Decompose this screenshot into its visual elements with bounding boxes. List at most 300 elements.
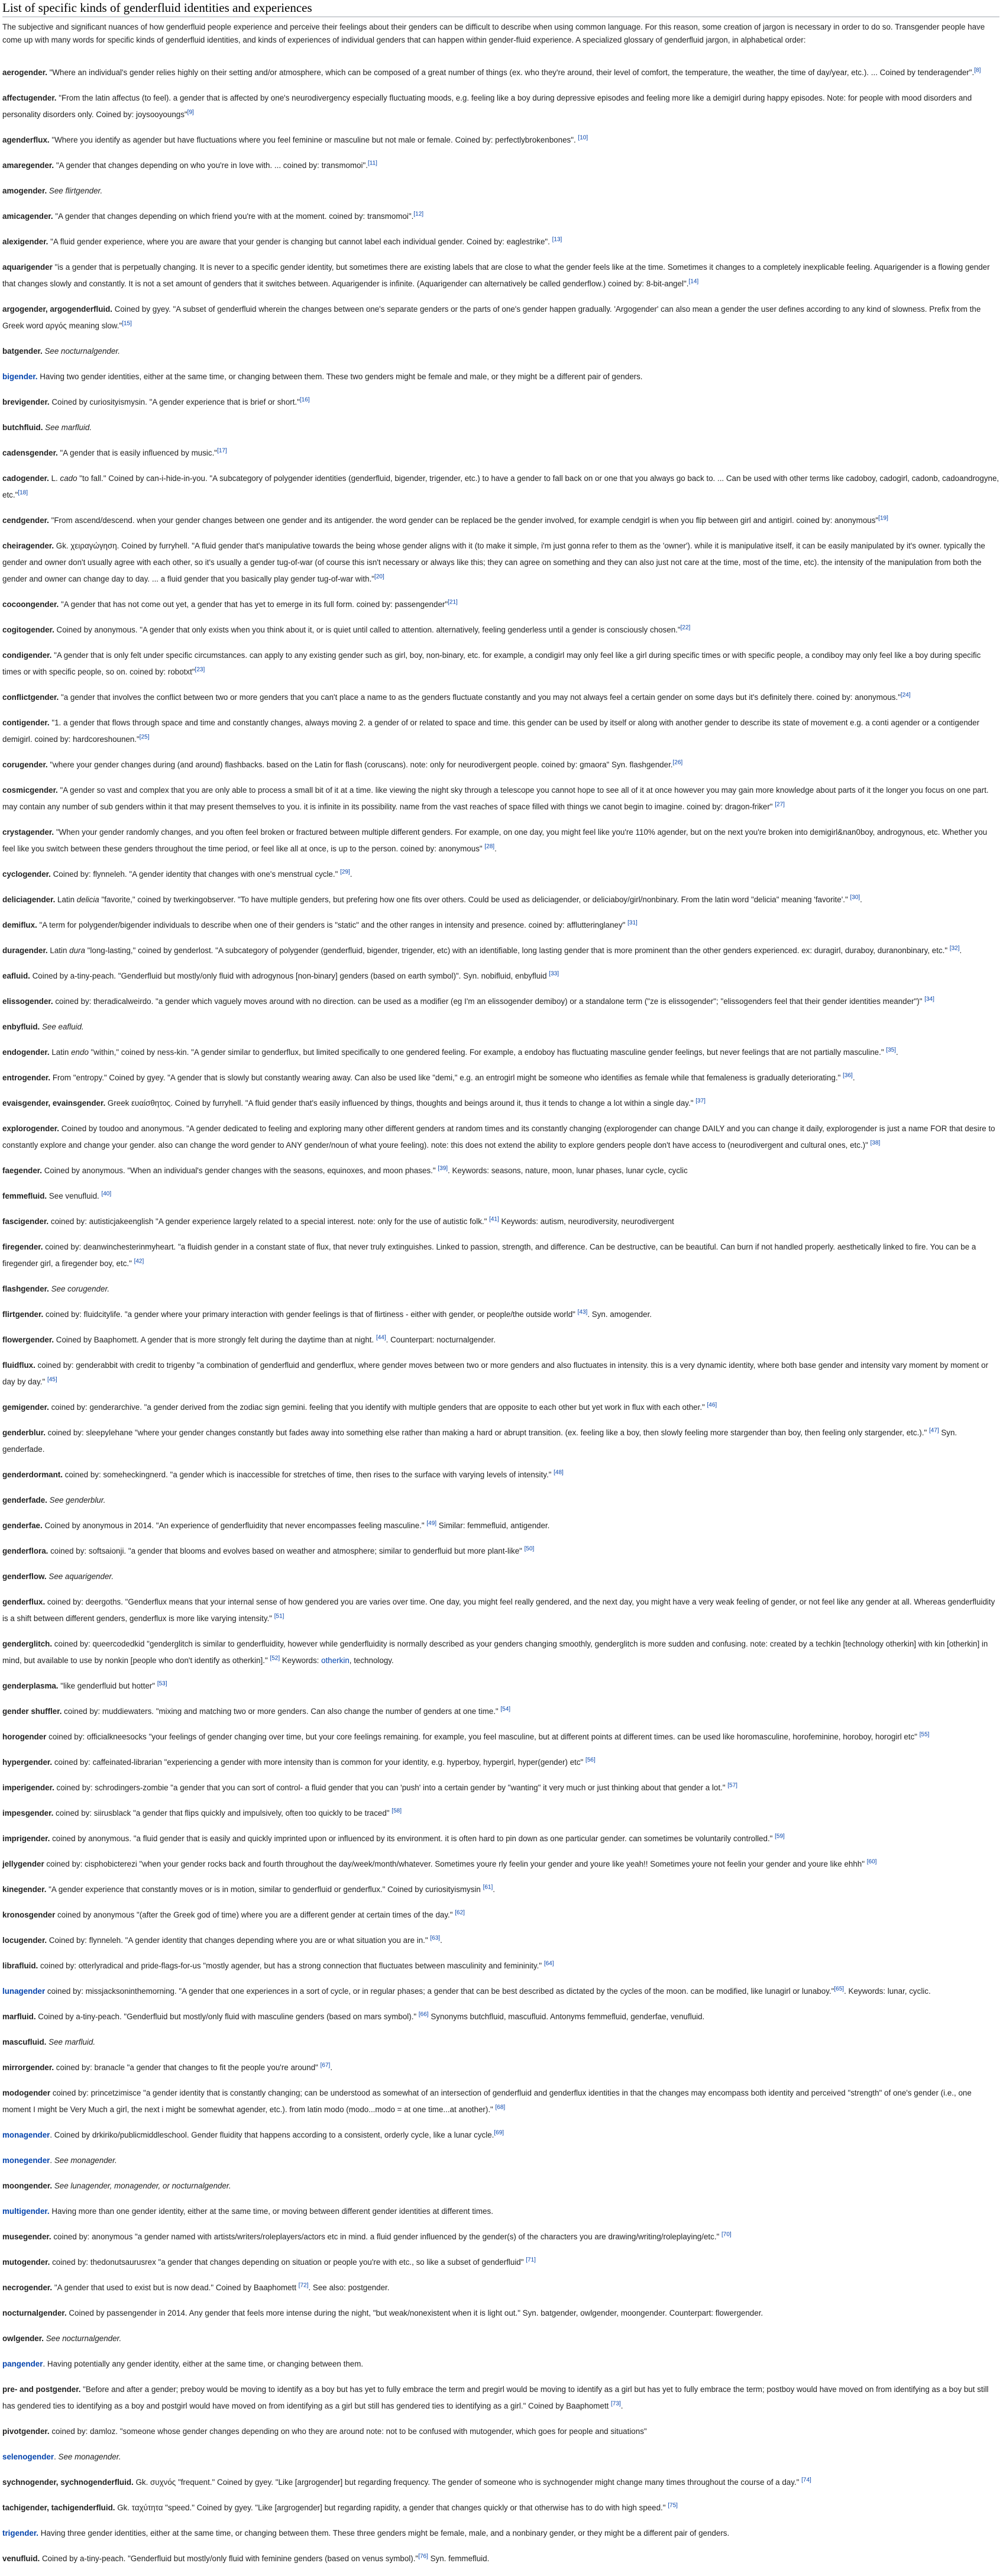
definition-text: , technology. [349, 1656, 394, 1665]
definition-text: coined by: otterlyradical and pride-flags-for-us "mostly agender, but has a strong connection that fluctuates between masculinity and femininity." [38, 1961, 544, 1970]
glossary-term: butchfluid. [2, 423, 43, 432]
glossary-entry [2, 64, 999, 81]
glossary-entry [2, 1399, 999, 1416]
definition-text: "A gender that changes depending on who you're in love with. ... coined by: transmomoi". [54, 161, 368, 170]
glossary-entry [2, 208, 999, 225]
citation-link[interactable]: [51] [274, 1613, 284, 1620]
glossary-entry [2, 445, 999, 461]
definition-text: See venufluid. [47, 1192, 102, 1200]
glossary-entry [2, 2203, 999, 2220]
definition-text: "within," coined by ness-kin. "A gender similar to genderflux, but limited specifically to one gendered feeling. For example, a endoboy has fluctuating masculine gender feelings, but never feelings that are not partially masculine." [88, 1048, 886, 1057]
definition-text: coined by: missjacksoninthemorning. "A gender that one experiences in a sort of cycle, or in regular phases; a gender that can be best described as dictated by the cycles of the moon. can be modified, like lunagirl or lunaboy." [45, 1987, 834, 1996]
definition-text: Coined by Baaphomett. A gender that is more strongly felt during the daytime than at night. [54, 1335, 376, 1344]
see-also-text: See corugender. [51, 1284, 110, 1293]
glossary-entry [2, 2127, 999, 2144]
glossary-term: pivotgender. [2, 2427, 50, 2436]
glossary-entry [2, 1332, 999, 1348]
definition-text: coined by: queercodedkid "genderglitch is similar to genderfluidity, however while genderfluidity is normally described as your genders changing smoothly, genderglitch is more sudden and confusing. note: created by a techkin [technology otherkin] with kin [otherkin] in mind, but available to use by nonkin [people who don't identify as otherkin]." [2, 1639, 988, 1665]
definition-text: "Where an individual's gender relies highly on their setting and/or atmosphere, which can be composed of a great number of things (ex. who they're around, their level of comfort, the temperature, the weather, the time of day/year, etc.). ... Coined by tenderagender". [47, 68, 975, 77]
definition-text: "1. a gender that flows through space and time and constantly changes, always moving 2. a gender of or related to space and time. this gender can be used by itself or along with another gender to describe its state of movement e.g. a conti agender or a contigender demigirl. coined by: hardcoreshounen." [2, 718, 980, 744]
glossary-term: cyclogender. [2, 870, 51, 879]
citation-link[interactable]: [54] [500, 1706, 511, 1713]
definition-text: Coined by a-tiny-peach. "Genderfluid but mostly/only fluid with feminine genders (based on venus symbol)." [40, 2554, 419, 2563]
glossary-entry [2, 1881, 999, 1898]
glossary-term: eafluid. [2, 971, 30, 980]
definition-text: . [440, 1936, 442, 1945]
citation-link[interactable]: [73] [611, 2400, 621, 2407]
intro-paragraph: The subjective and significant nuances of how genderfluid people experience and perceive their feelings about their genders can be difficult to describe when using common language. For this reason, some creation of jargon is necessary in order to do so. Transgender people have come up with many words for specific kinds of genderfluid identities, and kinds of experiences of individual genders that can happen within gender-fluid experience. A specialized glossary of genderfluid jargon, in alphabetical order: [2, 22, 985, 44]
glossary-term: aerogender. [2, 68, 47, 77]
definition-text: "long-lasting," coined by genderlost. "A subcategory of polygender (genderfluid, bigender, trigender, etc) with an identifiable, long lasting gender that is more prominent than the other genders experienced. ex: duragirl, duraboy, duranonbinary, etc." [85, 946, 950, 955]
glossary-term: amicagender. [2, 212, 53, 221]
glossary-entry [2, 866, 999, 883]
definition-text: Coined by anonymous. "When an individual's gender changes with the seasons, equinoxes, and moon phases." [41, 1166, 438, 1175]
citation-link[interactable]: [58] [392, 1807, 402, 1815]
glossary-entry [2, 1568, 999, 1585]
definition-text: coined by: branacle "a gender that changes to fit the people you're around" [54, 2063, 321, 2072]
citation-link[interactable]: [43] [577, 1309, 588, 1316]
glossary-term: fascigender. [2, 1217, 49, 1226]
citation-link[interactable]: [20] [374, 573, 384, 580]
glossary-term: impesgender. [2, 1809, 54, 1818]
definition-text: coined by: princetzimisce "a gender identity that is constantly changing; can be understood as somewhat of an intersection of genderfluid and genderflux identities in that the changes may encompass both identity and perceived "strength" of one's gender (i.e., one moment I might be Very Much a girl, the next i might be somewhat agender, etc.). from latin modo (modo...modo = at one time...at another)." [2, 2088, 972, 2114]
definition-text: "When your gender randomly changes, and you often feel broken or fractured between multiple different genders. For example, on one day, you might feel like you're 110% agender, but on the next you're broken into demigirl&nan0boy, androgynous, etc. Whether you feel like you switch between these genders throughout the time period, or feel like all at once, is up to the person. coined by: anonymous" [2, 828, 988, 853]
glossary-entry [2, 1044, 999, 1061]
definition-text: . See also: postgender. [308, 2283, 390, 2292]
definition-text: Similar: femmefluid, antigender. [436, 1521, 550, 1530]
glossary-entry [2, 993, 999, 1010]
citation-link[interactable]: [71] [526, 2257, 536, 2264]
citation-link[interactable]: [35] [886, 1047, 897, 1054]
glossary-entry [2, 1703, 999, 1720]
glossary-entry [2, 596, 999, 613]
glossary-term: musegender. [2, 2232, 51, 2241]
glossary-term: horogender [2, 1732, 47, 1741]
glossary-entry [2, 183, 999, 199]
citation-link[interactable]: [70] [721, 2231, 732, 2238]
definition-text: . [493, 1885, 496, 1894]
glossary-term: flirtgender. [2, 1310, 44, 1319]
definition-text: . [330, 2063, 333, 2072]
glossary-entry [2, 2330, 999, 2347]
citation-link[interactable]: [63] [430, 1935, 441, 1942]
citation-link[interactable]: [10] [578, 134, 588, 141]
definition-text: L. [48, 474, 60, 483]
glossary-term: fluidflux. [2, 1361, 35, 1370]
glossary-term: nocturnalgender. [2, 2309, 67, 2317]
citation-link[interactable]: [42] [134, 1258, 144, 1265]
citation-link[interactable]: [16] [299, 396, 310, 403]
glossary-term: crystagender. [2, 828, 54, 837]
glossary-term: kronosgender [2, 1910, 56, 1919]
citation-link[interactable]: [47] [928, 1427, 939, 1434]
citation-link[interactable]: [52] [270, 1655, 280, 1662]
definition-text: From "entropy." Coined by gyey. "A gender that is slowly but constantly wearing away. Can also be used like "demi," e.g. an entrogirl might be someone who identifies as female while that femaleness is gradually deteriorating." [50, 1073, 843, 1082]
glossary-term: aquarigender [2, 263, 53, 272]
glossary-entry [2, 2474, 999, 2491]
definition-text: "A gender that has not come out yet, a gender that has yet to emerge in its full form. coined by: passengender" [59, 600, 448, 609]
citation-link[interactable]: [49] [426, 1520, 437, 1527]
glossary-entry [2, 234, 999, 250]
citation-link[interactable]: [67] [320, 2062, 331, 2069]
glossary-entry [2, 2423, 999, 2440]
glossary-term: demiflux. [2, 921, 37, 929]
citation-link[interactable]: [23] [195, 666, 205, 673]
definition-text: "Where you identify as agender but have fluctuations where you feel feminine or masculine but not male or female. Coined by: perfectlybrokenbones". [49, 135, 578, 144]
glossary-term: owlgender. [2, 2334, 44, 2343]
glossary-term: firegender. [2, 1242, 43, 1251]
citation-link[interactable]: [15] [122, 320, 132, 327]
citation-link[interactable]: [48] [554, 1469, 564, 1476]
definition-text: "like genderfluid but hotter" [58, 1681, 157, 1690]
citation-link[interactable]: [50] [524, 1545, 535, 1552]
definition-text: . [54, 2452, 59, 2461]
definition-text: Latin [49, 1048, 72, 1057]
glossary-term: contigender. [2, 718, 50, 727]
glossary-term: affectugender. [2, 93, 57, 102]
glossary-entry [2, 2500, 999, 2516]
glossary-term: mascufluid. [2, 2038, 47, 2046]
citation-link[interactable]: [46] [707, 1402, 717, 1409]
glossary-term: marfluid. [2, 2012, 36, 2021]
glossary-entry [2, 2551, 999, 2567]
citation-link[interactable]: [55] [919, 1731, 930, 1738]
definition-text: Synonyms butchfluid, mascufluid. Antonyms femmefluid, genderfae, venufluid. [428, 2012, 705, 2021]
citation-link[interactable]: [62] [455, 1909, 465, 1916]
glossary-term: flowergender. [2, 1335, 54, 1344]
see-also-text: See nocturnalgender. [44, 347, 121, 356]
citation-link[interactable]: [32] [949, 945, 960, 952]
glossary-entry [2, 1213, 999, 1230]
definition-text: coined by: someheckingnerd. "a gender which is inaccessible for stretches of time, then rises to the surface with varying levels of intensity." [62, 1470, 554, 1479]
glossary-entry [2, 622, 999, 638]
citation-link[interactable]: [19] [878, 515, 888, 522]
see-also-text: See monagender. [58, 2452, 121, 2461]
glossary-entry [2, 757, 999, 773]
glossary-entry [2, 1932, 999, 1949]
definition-text: coined by: damloz. "someone whose gender changes depending on who they are around note: not to be confused with mutogender, which goes for people and situations" [49, 2427, 647, 2436]
citation-link[interactable]: [66] [418, 2011, 429, 2018]
glossary-entry [2, 1492, 999, 1509]
glossary-entry [2, 369, 999, 385]
citation-link[interactable]: [45] [47, 1376, 57, 1383]
see-also-text: See flirtgender. [48, 186, 103, 195]
citation-link[interactable]: [57] [727, 1782, 737, 1789]
glossary-list [2, 64, 999, 2567]
glossary-entry [2, 1856, 999, 1873]
glossary-entry [2, 2229, 999, 2245]
glossary-entry [2, 259, 999, 292]
citation-link[interactable]: [13] [552, 236, 562, 243]
see-also-text: dura [69, 946, 85, 955]
definition-text: coined by: deanwinchesterinmyheart. "a fluidish gender in a constant state of flux, that never truly extinguishes. Linked to passion, strength, and difference. Can be destructive, can be beautiful. Can burn if not handled properly. aesthetically linked to fire. You can be a firegender girl, a firegender boy, etc." [2, 1242, 976, 1268]
glossary-entry [2, 1678, 999, 1694]
glossary-entry [2, 90, 999, 123]
glossary-term: condigender. [2, 651, 52, 660]
definition-text: . [350, 870, 352, 879]
glossary-term: gender shuffler. [2, 1707, 62, 1716]
definition-text: Coined by anonymous. "A gender that only exists when you think about it, or is quiet until called to attention. alternatively, feeling genderless until a gender is consciously chosen." [54, 625, 681, 634]
glossary-term-link[interactable]: selenogender [2, 2452, 54, 2461]
glossary-entry [2, 1594, 999, 1627]
citation-link[interactable]: [76] [418, 2553, 428, 2560]
glossary-entry [2, 1306, 999, 1323]
glossary-term: venufluid. [2, 2554, 40, 2563]
glossary-entry [2, 1121, 999, 1154]
definition-text: "A gender that is only felt under specific circumstances. can apply to any existing gender such as girl, boy, non-binary, etc. for example, a condigirl may only feel like a girl during specific times or with specific people, a condiboy may only feel like a boy during specific times or with specific people, so on. coined by: robotxt" [2, 651, 981, 676]
definition-text: Syn. genderfade. [2, 1428, 957, 1454]
see-also-text: See marfluid. [48, 2038, 96, 2046]
definition-text: . Keywords: seasons, nature, moon, lunar phases, lunar cycle, cyclic [448, 1166, 688, 1175]
citation-link[interactable]: [27] [775, 801, 785, 808]
definition-text: Gk. ταχύτητα "speed." Coined by gyey. "Like [argrogender] but regarding rapidity, a gender that changes quickly or that otherwise has to do with high speed." [115, 2503, 668, 2512]
definition-text: coined by: caffeinated-librarian "experiencing a gender with more intensity than is common for your identity, e.g. hyperboy, hypergirl, hyper(gender) etc" [52, 1758, 586, 1767]
definition-text: . [50, 2156, 54, 2165]
definition-text: "favorite," coined by twerkingobserver. "To have multiple genders, but prefering how one fits over others. Could be used as deliciagender, or deliciaboy/girl/nonbinary. From the latin word "delicia" meaning 'favorite'." [99, 895, 850, 904]
glossary-entry [2, 1983, 999, 2000]
glossary-entry [2, 824, 999, 857]
citation-link[interactable]: [38] [870, 1139, 881, 1147]
glossary-entry [2, 419, 999, 436]
citation-link[interactable]: [59] [775, 1833, 785, 1840]
glossary-entry [2, 968, 999, 984]
definition-text: Syn. femmefluid. [428, 2554, 490, 2563]
glossary-entry [2, 942, 999, 959]
definition-text: coined by anonymous. "a fluid gender that is easily and quickly imprinted upon or influenced by its environment. it is often hard to pin down as one particular gender. can sometimes be voluntarily controlled." [50, 1834, 775, 1843]
glossary-term-link[interactable]: multigender. [2, 2207, 50, 2216]
glossary-term: mirrorgender. [2, 2063, 54, 2072]
definition-text: coined by: fluidcitylife. "a gender where your primary interaction with gender feelings is that of flirtiness - either with gender, or people/the outside world" [43, 1310, 578, 1319]
glossary-term: imprigender. [2, 1834, 50, 1843]
glossary-term: genderblur. [2, 1428, 46, 1437]
glossary-term-link[interactable]: monegender [2, 2156, 50, 2165]
citation-link[interactable]: [60] [866, 1858, 877, 1865]
glossary-term: cadogender. [2, 474, 49, 483]
definition-text: "Before and after a gender; preboy would be moving to identify as a boy but has yet to fully embrace the term and pregirl would be moving to identify as a girl but has yet to fully embrace the term; postboy would have moved on from identifying as a boy but still has gendered ties to identifying as a boy and postgirl would have moved on from identifying as a girl but still has gendered ties to identifying as a girl." Coined by Baaphomett [2, 2385, 989, 2410]
glossary-term-link[interactable]: bigender. [2, 372, 38, 381]
citation-link[interactable]: [22] [680, 624, 691, 631]
see-also-text: See nocturnalgender. [46, 2334, 122, 2343]
glossary-term: gemigender. [2, 1403, 49, 1412]
glossary-term: genderplasma. [2, 1681, 59, 1690]
citation-link[interactable]: [9] [187, 109, 194, 116]
glossary-term-link[interactable]: trigender. [2, 2529, 39, 2538]
see-also-text: See lunagender, monagender, or nocturnalgender. [54, 2181, 231, 2190]
glossary-entry [2, 132, 999, 149]
glossary-term: enbyfluid. [2, 1022, 40, 1031]
spacer [2, 47, 999, 64]
definition-text: coined by: schrodingers-zombie "a gender that you can sort of control- a fluid gender that you can 'push' into a certain gender by "wanting" it very much or just thinking about that gender a lot." [54, 1783, 728, 1792]
definition-text: coined by: officialkneesocks "your feelings of gender changing over time, but your core feelings remaining. for example, you feel masculine, but at different points at different times. can be used like horomasculine, horofeminine, horoboy, horogirl etc" [46, 1732, 920, 1741]
glossary-entry [2, 343, 999, 360]
glossary-entry [2, 1518, 999, 1534]
glossary-entry [2, 2525, 999, 2542]
definition-text: . Counterpart: nocturnalgender. [386, 1335, 496, 1344]
citation-link[interactable]: [11] [368, 160, 377, 167]
glossary-entry [2, 301, 999, 334]
glossary-term: explorogender. [2, 1124, 59, 1133]
definition-text: coined by: cisphobicterezi "when your gender rocks back and fourth throughout the day/week/month/whatever. Sometimes youre rly feelin your gender and youre like yeah!! Sometimes youre not feelin your gender and youre like ehhh" [44, 1860, 867, 1868]
citation-link[interactable]: [56] [585, 1757, 596, 1764]
glossary-term: moongender. [2, 2181, 53, 2190]
citation-link[interactable]: [33] [549, 970, 559, 977]
see-also-text: See eafluid. [41, 1022, 84, 1031]
citation-link[interactable]: [25] [139, 734, 150, 741]
glossary-term: sychnogender, sychnogenderfluid. [2, 2478, 134, 2487]
glossary-term-link[interactable]: pangender [2, 2359, 43, 2368]
citation-link[interactable]: [39] [438, 1165, 448, 1172]
glossary-entry [2, 1188, 999, 1205]
definition-text: "A gender experience that constantly moves or is in motion, similar to genderfluid or genderflux." Coined by curiosityismysin [46, 1885, 483, 1894]
citation-link[interactable]: [68] [495, 2104, 506, 2111]
citation-link[interactable]: [28] [484, 843, 495, 850]
definition-text: coined by: autisticjakeenglish "A gender experience largely related to a special interest. note: only for the use of autistic folk." [48, 1217, 490, 1226]
citation-link[interactable]: [12] [413, 211, 424, 218]
definition-text: Latin [55, 895, 77, 904]
definition-text: Latin [47, 946, 70, 955]
glossary-term: librafluid. [2, 1961, 38, 1970]
inline-link[interactable]: otherkin [321, 1656, 350, 1665]
definition-text: Coined by: flynneleh. "A gender identity that changes with one's menstrual cycle." [50, 870, 341, 879]
definition-text: . Having potentially any gender identity, either at the same time, or changing between them. [43, 2359, 364, 2368]
glossary-term: cadensgender. [2, 448, 58, 457]
definition-text: "where your gender changes during (and around) flashbacks. based on the Latin for flash (coruscans). note: only for neurodivergent people. coined by: gmaora" Syn. flashgender. [47, 760, 673, 769]
citation-link[interactable]: [44] [376, 1334, 386, 1341]
citation-link[interactable]: [37] [695, 1097, 706, 1105]
citation-link[interactable]: [65] [834, 1986, 845, 1993]
glossary-entry [2, 1070, 999, 1086]
definition-text: Having three gender identities, either at the same time, or changing between them. These three genders might be female, male, and a nonbinary gender, or they might be a different pair of genders. [38, 2529, 730, 2538]
glossary-term: pre- and postgender. [2, 2385, 81, 2394]
citation-link[interactable]: [30] [850, 894, 860, 901]
glossary-entry [2, 1754, 999, 1771]
glossary-term: flashgender. [2, 1284, 49, 1293]
glossary-entry [2, 512, 999, 529]
citation-link[interactable]: [72] [298, 2282, 309, 2289]
glossary-term: cocoongender. [2, 600, 59, 609]
citation-link[interactable]: [75] [668, 2502, 678, 2509]
glossary-entry [2, 1805, 999, 1822]
definition-text: coined by: genderarchive. "a gender derived from the zodiac sign gemini. feeling that you identify with multiple genders that are opposite to each other but yet work in flux with each other." [48, 1403, 707, 1412]
definition-text: "A fluid gender experience, where you are aware that your gender is changing but cannot label each individual gender. Coined by: eaglestrike". [48, 237, 552, 246]
citation-link[interactable]: [8] [974, 67, 981, 74]
citation-link[interactable]: [74] [801, 2477, 811, 2484]
definition-text: "A gender so vast and complex that you are only able to process a small bit of it at a time. like viewing the night sky through a telescope you cannot hope to see all of it at once however you may gain more knowledge about parts of it the longer you focus on one part. may contain any number of sub genders within it that may present themselves to you. it is infinite in its possibility. name from the vast reaches of space filled with things we canot begin to imagine. coined by: dragon-friker" [2, 786, 989, 811]
definition-text: . [620, 2401, 623, 2410]
citation-link[interactable]: [26] [672, 759, 683, 766]
definition-text: coined by: thedonutsaurusrex "a gender that changes depending on situation or people you're with etc., so like a subset of genderfluid" [50, 2258, 526, 2267]
citation-link[interactable]: [29] [340, 869, 350, 876]
glossary-entry [2, 1425, 999, 1458]
glossary-entry [2, 1467, 999, 1483]
glossary-entry [2, 1163, 999, 1179]
glossary-entry [2, 2449, 999, 2465]
glossary-entry [2, 782, 999, 815]
citation-link[interactable]: [64] [543, 1960, 554, 1967]
glossary-entry [2, 2381, 999, 2414]
glossary-term: cogitogender. [2, 625, 54, 634]
glossary-entry [2, 2059, 999, 2076]
citation-link[interactable]: [69] [494, 2129, 504, 2136]
glossary-term: femmefluid. [2, 1192, 47, 1200]
definition-text: Coined by: flynneleh. "A gender identity that changes depending where you are or what situation you are in." [47, 1936, 431, 1945]
glossary-term: cosmicgender. [2, 786, 58, 795]
definition-text: coined by: deergoths. "Genderflux means that your internal sense of how gendered you are varies over time. One day, you might feel really gendered, and the next day, you might have a very weak feeling of gender, or not feel like any gender at all. Whereas genderfluidity is a shift between different genders, genderflux is more like varying intensity." [2, 1597, 995, 1623]
glossary-entry [2, 394, 999, 411]
citation-link[interactable]: [17] [217, 447, 227, 454]
definition-text: "From ascend/descend. when your gender changes between one gender and its antigender. the word gender can be replaced be the gender involved, for example cendgirl is when you flip between girl and antigirl. coined by: anonymous" [48, 516, 879, 525]
citation-link[interactable]: [61] [483, 1884, 493, 1891]
glossary-term: entrogender. [2, 1073, 51, 1082]
glossary-entry [2, 1357, 999, 1390]
citation-link[interactable]: [40] [101, 1190, 112, 1197]
glossary-term: hypergender. [2, 1758, 53, 1767]
definition-text: . [852, 1073, 855, 1082]
glossary-term: deliciagender. [2, 895, 56, 904]
glossary-term: genderfade. [2, 1496, 47, 1505]
glossary-entry [2, 2178, 999, 2194]
definition-text: coined by anonymous "(after the Greek god of time) where you are a different gender at certain times of the day." [55, 1910, 455, 1919]
definition-text: Having more than one gender identity, either at the same time, or moving between different gender identities at different times. [49, 2207, 493, 2216]
definition-text: . [896, 1048, 898, 1057]
citation-link[interactable]: [34] [924, 996, 934, 1003]
glossary-term: jellygender [2, 1860, 44, 1868]
glossary-term: batgender. [2, 347, 43, 356]
definition-text: Coined by passengender in 2014. Any gender that feels more intense during the night, "but weak/nonexistent when it is light out." Syn. batgender, owlgender, moongender. Counterpart: flowergender. [66, 2309, 763, 2317]
definition-text: . [860, 895, 862, 904]
citation-link[interactable]: [41] [489, 1216, 499, 1223]
glossary-term: alexigender. [2, 237, 48, 246]
glossary-term: amaregender. [2, 161, 54, 170]
definition-text: . Syn. amogender. [587, 1310, 652, 1319]
glossary-term: faegender. [2, 1166, 42, 1175]
glossary-entry [2, 1729, 999, 1745]
definition-text: . [494, 844, 497, 853]
glossary-entry [2, 1019, 999, 1035]
glossary-term: brevigender. [2, 398, 50, 406]
citation-link[interactable]: [14] [688, 278, 699, 285]
glossary-term-link[interactable]: monagender [2, 2130, 50, 2139]
glossary-entry [2, 1095, 999, 1112]
definition-text: . [959, 946, 962, 955]
glossary-entry [2, 470, 999, 503]
glossary-entry [2, 1543, 999, 1560]
glossary-term: genderfae. [2, 1521, 43, 1530]
glossary-term: cendgender. [2, 516, 49, 525]
glossary-term: amogender. [2, 186, 47, 195]
citation-link[interactable]: [36] [843, 1072, 853, 1079]
definition-text: Coined by toudoo and anonymous. "A gender dedicated to feeling and exploring many other different genders at random times and its constantly changing (explorogender can change DAILY and you can change it daily, explorogender is just a name FOR that desire to constantly explore and change your gender. also can change the word gender to ANY gender/noun of what youre feeling). note: this does not extend the ability to explore genders people don't have access to (neurodivergent and cultural ones, etc.)" [2, 1124, 995, 1150]
definition-text: Coined by gyey. "A subset of genderfluid wherein the changes between one's separate genders or the parts of one's gender happen gradually. 'Argogender' can also mean a gender the user defines according to any kind of slowness. Prefix from the Greek word αργός meaning slow." [2, 305, 981, 330]
citation-link[interactable]: [53] [157, 1680, 167, 1687]
glossary-term: necrogender. [2, 2283, 53, 2292]
definition-text: coined by: softsaionji. "a gender that blooms and evolves based on weather and atmosphere; similar to genderfluid but more plant-like" [48, 1547, 525, 1555]
glossary-term: corugender. [2, 760, 48, 769]
glossary-entry [2, 2009, 999, 2025]
citation-link[interactable]: [24] [900, 692, 911, 699]
citation-link[interactable]: [18] [18, 489, 28, 496]
citation-link[interactable]: [31] [627, 919, 638, 927]
glossary-term: modogender [2, 2088, 51, 2097]
definition-text: coined by: genderabbit with credit to trigenby "a combination of genderfluid and genderflux, where gender moves between two or more genders and also fluctuates in intensity. this is a very dynamic identity, where both base gender and intensity vary moment by moment or day by day." [2, 1361, 989, 1386]
definition-text: "A gender that changes depending on which friend you're with at the moment. coined by: transmomoi". [53, 212, 414, 221]
glossary-entry [2, 2034, 999, 2051]
glossary-term: imperigender. [2, 1783, 54, 1792]
citation-link[interactable]: [21] [448, 599, 458, 606]
glossary-entry [2, 2305, 999, 2322]
glossary-term-link[interactable]: lunagender [2, 1987, 46, 1996]
glossary-term: kinegender. [2, 1885, 47, 1894]
